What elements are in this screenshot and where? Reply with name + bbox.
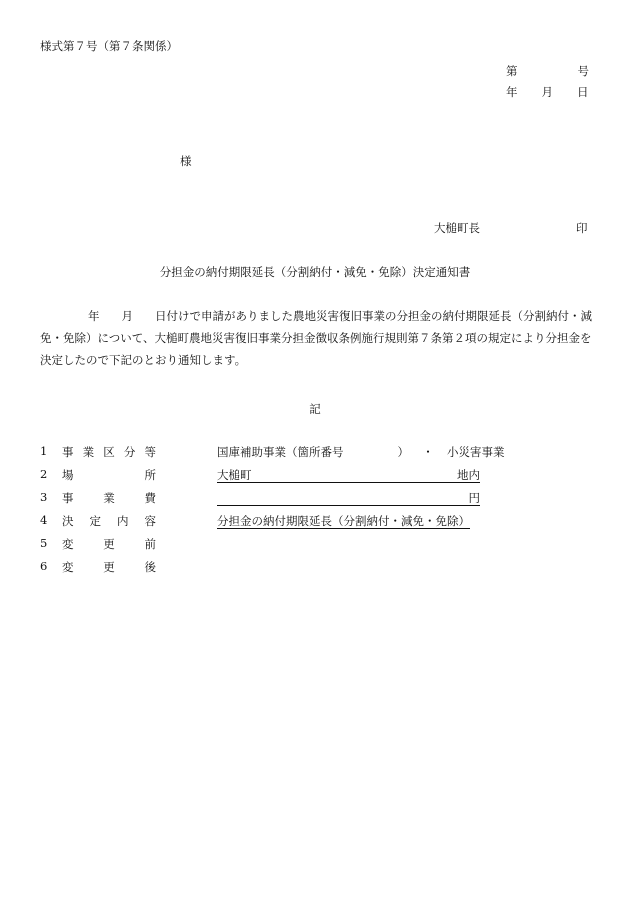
item-value-decision: 分担金の納付期限延長（分割納付・減免・免除） (217, 514, 470, 528)
item-number: 5 (40, 536, 48, 550)
label-char: 変 (62, 537, 74, 551)
item-number: 1 (40, 444, 48, 458)
item-row-before-change (40, 536, 600, 559)
item-list (40, 444, 600, 582)
label-char: 場 (62, 468, 74, 482)
form-number: 様式第７号（第７条関係） (40, 39, 178, 53)
item-value (217, 444, 505, 460)
issuer-line (434, 220, 588, 236)
value-small-disaster: 小災害事業 (447, 445, 505, 459)
label-char: 決 (62, 514, 74, 528)
label-char: 区 (103, 445, 115, 459)
value-town: 大槌町 (217, 468, 252, 482)
item-row-location (40, 467, 600, 490)
body-text: 日付けで申請がありました農地災害復旧事業の分担金の納付期限延長（分割納付・減免・免除）について、大槌町農地災害復旧事業分担金徴収条例施行規則第７条第２項の規定により分担金を決定したので下記のとおり通知します。 (40, 309, 592, 367)
label-char: 費 (144, 491, 156, 505)
label-char: 業 (103, 491, 115, 505)
date-day: 日 (577, 85, 589, 99)
item-number: 6 (40, 559, 48, 573)
addressee: 様 (180, 154, 192, 168)
label-char: 前 (144, 537, 156, 551)
value-separator: ・ (422, 445, 434, 459)
item-row-business-category (40, 444, 600, 467)
item-row-decision (40, 513, 600, 536)
item-label (62, 513, 156, 529)
label-char: 事 (62, 491, 74, 505)
value-yen-suffix: 円 (468, 491, 480, 505)
date-month: 月 (541, 85, 553, 99)
label-char: 内 (117, 514, 129, 528)
label-char: 事 (62, 445, 74, 459)
item-value-location (217, 467, 480, 483)
issuer-seal: 印 (576, 221, 588, 235)
label-char: 変 (62, 560, 74, 574)
item-number: 2 (40, 467, 48, 481)
document-number-line (506, 63, 589, 79)
label-char: 定 (89, 514, 101, 528)
item-value-cost (217, 490, 480, 506)
notice-body (40, 305, 592, 371)
label-char: 容 (144, 514, 156, 528)
body-month: 月 (121, 309, 133, 323)
number-suffix: 号 (577, 64, 589, 78)
value-close-paren: ） (397, 445, 409, 459)
item-row-project-cost (40, 490, 600, 513)
item-label (62, 444, 156, 460)
item-label (62, 536, 156, 552)
label-char: 更 (103, 537, 115, 551)
number-prefix: 第 (506, 64, 518, 78)
ki-heading: 記 (309, 402, 321, 416)
date-year: 年 (506, 85, 518, 99)
label-char: 所 (144, 468, 156, 482)
issue-date-line (506, 84, 589, 100)
item-number: 4 (40, 513, 48, 527)
item-label (62, 490, 156, 506)
value-national-subsidy: 国庫補助事業（箇所番号 (217, 445, 344, 459)
label-char: 更 (103, 560, 115, 574)
label-char: 後 (144, 560, 156, 574)
label-char: 業 (82, 445, 95, 459)
document-title: 分担金の納付期限延長（分割納付・減免・免除）決定通知書 (159, 265, 471, 279)
label-char: 分 (123, 445, 136, 459)
item-label (62, 559, 156, 575)
issuer-name: 大槌町長 (434, 221, 480, 235)
label-char: 等 (144, 445, 156, 459)
value-area-suffix: 地内 (457, 468, 480, 482)
item-label (62, 467, 156, 483)
item-number: 3 (40, 490, 48, 504)
body-year: 年 (88, 309, 100, 323)
item-row-after-change (40, 559, 600, 582)
